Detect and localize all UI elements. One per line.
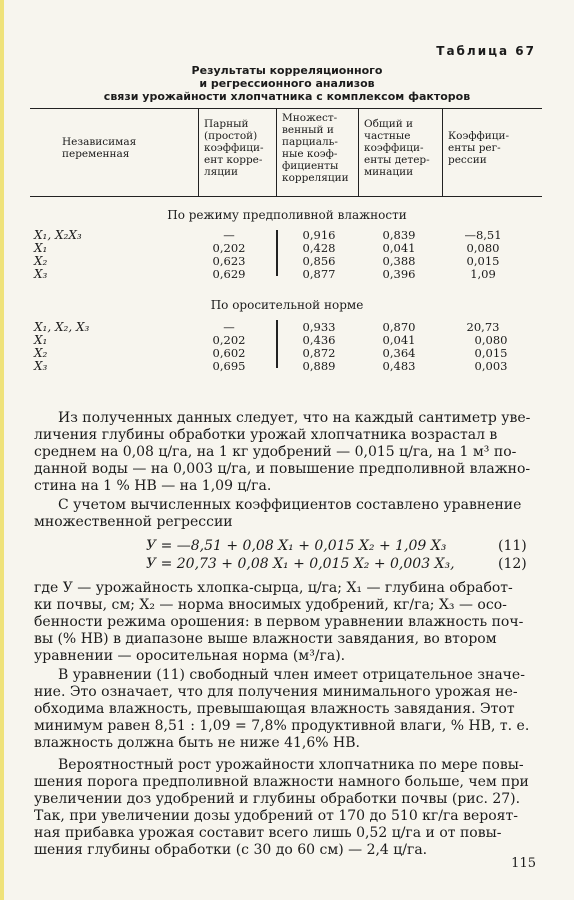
- table-cell: 20,73: [466, 320, 500, 334]
- header-divider-2: [276, 108, 277, 196]
- paragraph-4-line: ние. Это означает, что для получения минимального урожая не-: [34, 684, 518, 700]
- paragraph-5-line: шения глубины обработки (с 30 до 60 см) — 2,4 ц/га.: [34, 842, 428, 858]
- table-caption-line-1: Результаты корреляционного: [191, 64, 383, 77]
- table-cell: 0,602: [212, 346, 246, 360]
- section-2-bar: [276, 320, 278, 368]
- table-cell: —: [223, 320, 235, 334]
- table-label: Таблица 67: [436, 44, 536, 58]
- paragraph-5-line: увеличении доз удобрений и глубины обработки почвы (рис. 27).: [34, 791, 521, 807]
- table-cell: 0,202: [212, 333, 246, 347]
- table-cell: 0,623: [212, 254, 246, 268]
- paragraph-2-line: множественной регрессии: [34, 514, 233, 530]
- paragraph-3-line: уравнении — оросительная норма (м³/га).: [34, 648, 346, 664]
- table-cell: —8,51: [464, 228, 502, 242]
- table-cell: 0,202: [212, 241, 246, 255]
- paragraph-4-line: минимум равен 8,51 : 1,09 = 7,8% продуктивной влаги, % НВ, т. е.: [34, 718, 530, 734]
- paragraph-3-line: где У — урожайность хлопка-сырца, ц/га; X₁ — глубина обработ-: [34, 580, 513, 596]
- paragraph-5-line: Так, при увеличении дозы удобрений от 170 до 510 кг/га вероят-: [34, 808, 518, 824]
- table-cell: 0,483: [382, 359, 416, 373]
- table-cell: 0,396: [382, 267, 416, 281]
- table-cell: 0,839: [382, 228, 416, 242]
- table-caption-line-2: и регрессионного анализов: [199, 77, 375, 90]
- table-cell: 0,428: [302, 241, 336, 255]
- paragraph-4-line: обходима влажность, превышающая влажность завядания. Этот: [34, 701, 515, 717]
- equation-12: У = 20,73 + 0,08 X₁ + 0,015 X₂ + 0,003 X₃,: [146, 556, 455, 572]
- paragraph-3-line: ки почвы, см; X₂ — норма вносимых удобрений, кг/га; X₃ — осо-: [34, 597, 507, 613]
- paragraph-4-line: влажность должна быть не ниже 41,6% НВ.: [34, 735, 360, 751]
- table-cell: 0,080: [466, 241, 500, 255]
- table-cell: 0,015: [466, 254, 500, 268]
- header-regression: Коэффици- енты рег- рессии: [448, 130, 510, 166]
- header-divider-3: [358, 108, 359, 196]
- equation-11: У = —8,51 + 0,08 X₁ + 0,015 X₂ + 1,09 X₃: [146, 538, 447, 554]
- paragraph-1-line: личения глубины обработки урожай хлопчатника возрастал в: [34, 427, 498, 443]
- page-edge-strip: [0, 0, 4, 900]
- table-cell: 0,436: [302, 333, 336, 347]
- paragraph-5-line: Вероятностный рост урожайности хлопчатника по мере повы-: [58, 757, 524, 773]
- table-cell: 0,856: [302, 254, 336, 268]
- page-number: 115: [511, 856, 536, 871]
- table-cell: 0,080: [474, 333, 508, 347]
- table-cell: 0,041: [382, 241, 416, 255]
- paragraph-5-line: ная прибавка урожая составит всего лишь 0,52 ц/га и от повы-: [34, 825, 502, 841]
- paragraph-1-line: Из полученных данных следует, что на каждый сантиметр уве-: [58, 410, 531, 426]
- header-pair-correlation: Парный (простой) коэффици- ент корре- ляции: [204, 118, 264, 178]
- table-cell: 0,041: [382, 333, 416, 347]
- header-divider-1: [198, 108, 199, 196]
- equation-11-number: (11): [498, 538, 527, 554]
- section-title-prewater-moisture: По режиму предполивной влажности: [167, 208, 407, 222]
- header-multiple-correlation: Множест- венный и парциаль- ные коэф- фициенты корреляции: [282, 112, 349, 184]
- table-cell: X₁, X₂, X₃: [34, 320, 90, 334]
- table-cell: X₂: [34, 346, 48, 360]
- paragraph-1-line: среднем на 0,08 ц/га, на 1 кг удобрений — 0,015 ц/га, на 1 м³ по-: [34, 444, 517, 460]
- paragraph-3-line: вы (% НВ) в диапазоне выше влажности завядания, во втором: [34, 631, 497, 647]
- table-cell: 0,003: [474, 359, 508, 373]
- table-cell: 1,09: [470, 267, 496, 281]
- table-cell: X₃: [34, 267, 48, 281]
- header-divider-4: [442, 108, 443, 196]
- equation-12-number: (12): [498, 556, 527, 572]
- table-cell: 0,877: [302, 267, 336, 281]
- paragraph-5-line: шения порога предполивной влажности намного больше, чем при: [34, 774, 529, 790]
- table-caption-line-3: связи урожайности хлопчатника с комплексом факторов: [103, 90, 471, 103]
- table-cell: X₁: [34, 333, 48, 347]
- table-cell: X₁, X₂X₃: [34, 228, 82, 242]
- table-cell: X₁: [34, 241, 48, 255]
- table-cell: 0,916: [302, 228, 336, 242]
- paragraph-1-line: стина на 1 % НВ — на 1,09 ц/га.: [34, 478, 272, 494]
- table-cell: 0,889: [302, 359, 336, 373]
- paragraph-2-line: С учетом вычисленных коэффициентов составлено уравнение: [58, 497, 522, 513]
- table-cell: 0,015: [474, 346, 508, 360]
- table-cell: X₃: [34, 359, 48, 373]
- table-header-rule: [30, 196, 542, 197]
- table-cell: 0,695: [212, 359, 246, 373]
- paragraph-1-line: данной воды — на 0,003 ц/га, и повышение предполивной влажно-: [34, 461, 531, 477]
- table-cell: 0,364: [382, 346, 416, 360]
- section-1-bar: [276, 230, 278, 276]
- table-cell: 0,933: [302, 320, 336, 334]
- table-cell: 0,870: [382, 320, 416, 334]
- section-title-irrigation-norm: По оросительной норме: [210, 298, 364, 312]
- table-cell: 0,629: [212, 267, 246, 281]
- table-cell: 0,872: [302, 346, 336, 360]
- table-cell: —: [223, 228, 235, 242]
- paragraph-4-line: В уравнении (11) свободный член имеет отрицательное значе-: [58, 667, 525, 683]
- table-cell: 0,388: [382, 254, 416, 268]
- header-determination: Общий и частные коэффици- енты детер- минации: [364, 118, 430, 178]
- table-cell: X₂: [34, 254, 48, 268]
- paragraph-3-line: бенности режима орошения: в первом уравнении влажность поч-: [34, 614, 524, 630]
- header-independent-variable: Независимая переменная: [62, 136, 137, 160]
- table-top-rule: [30, 108, 542, 109]
